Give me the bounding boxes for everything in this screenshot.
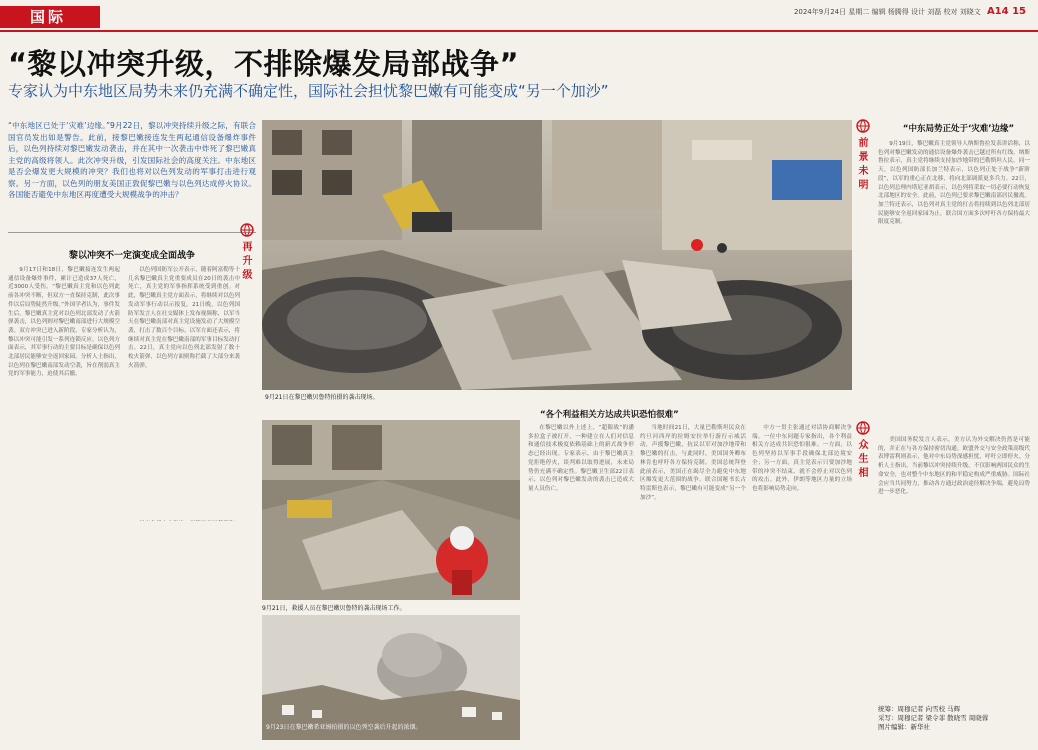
side-label-char: 相	[858, 468, 869, 479]
globe-icon	[240, 223, 254, 237]
paragraph: 美国国务院发言人表示，美方认为外交解决仍然是可能的，并正在与各方保持密切沟通。欧盟外交与安全政策高级代表博雷利则表示，他对中东局势深感担忧，呼吁立即停火。分析人士指出，当前黎以冲突持续升级，不仅影响两国民众的生命安全，也对整个中东地区的和平稳定构成严重威胁。国际社会应当共同努力，推动各方通过政治途径解决争端，避免局势进一步恶化。	[878, 437, 1030, 496]
subhead: 专家认为中东地区局势未来仍充满不确定性，国际社会担忧黎巴嫩有可能变成“另一个加沙”	[8, 82, 609, 100]
article-column	[128, 266, 240, 744]
header-date-editors: 2024年9月24日 星期二 编辑 杨腾得 设计 刘磊 校对 刘晓文	[793, 8, 981, 16]
divider	[8, 232, 256, 233]
main-photo	[262, 120, 852, 390]
side-label-char: 景	[858, 152, 869, 163]
side-label-char: 未	[858, 166, 869, 177]
editor-line: 图片编辑：新华社	[878, 723, 930, 731]
pullquote: “各个利益相关方达成共识恐怕很难”	[540, 410, 679, 420]
side-label-char: 众	[858, 440, 869, 451]
paragraph	[128, 520, 240, 521]
paragraph: 以色列国防军公开表示，随着阿富勒等十几名黎巴嫩真主党重要成员在20日的袭击中死亡，真主党的军事指挥系统受到重创。对此，黎巴嫩真主党方面表示，将继续对以色列发动军事行动以示报复。21日晚，以色列国防军发言人在社交媒体上发布视频称，以军当天在黎巴嫩南部对真主党设施发动了大规模空袭，打击了数百个目标。以军方面还表示，将继续对真主党在黎巴嫩南部的军事目标发动打击。22日，真主党向以色列北部发射了数十枚火箭弹，以色列方面则称拦截了大部分来袭火箭弹。	[128, 267, 240, 369]
article-column	[640, 424, 746, 744]
photo-caption-3: 9月23日在黎巴嫩希亚姆拍摄的以色列空袭后升起的浓烟。	[266, 724, 422, 731]
side-label-char: 升	[242, 256, 253, 267]
header-info	[794, 6, 1026, 17]
paragraph: 当地时间21日，大量巴勒斯坦民众在约旦河西岸的拉姆安拉举行游行示威活动，声援黎巴嫩，抗议以军对加沙地带和黎巴嫩的打击。与此同时，美国国务卿布林肯也呼吁各方保持克制。美国总统拜登此前表示，美国正在竭尽全力避免中东地区爆发更大范围的战争。联合国秘书长古特雷斯也表示，黎巴嫩有可能变成“另一个加沙”。	[640, 425, 746, 501]
side-label-char: 再	[242, 242, 253, 253]
editor-credits	[878, 705, 1033, 732]
article-column	[528, 424, 634, 744]
right-column-text	[878, 140, 1030, 430]
top-rule	[0, 30, 1038, 32]
article-column	[752, 424, 852, 744]
paragraph: 9月19日，黎巴嫩真主党领导人纳斯鲁拉发表讲话称，以色列对黎巴嫩发动的通信设备爆炸袭击已越过所有红线。纳斯鲁拉表示，真主党将继续支持加沙地带的巴勒斯坦人民。同一天，以色列国防部长加兰特表示，以色列正处于战争“新阶段”，以军的重心正在北移，将向北部调派更多兵力。22日，以色列总理内塔尼亚胡表示，以色列将采取一切必要行动恢复北部地区的安全。此前，以色列已要求黎巴嫩南部居民撤离。加兰特还表示，以色列对真主党的打击将持续到以色列北部居民能够安全返回家园为止。联合国方面多次呼吁各方保持最大限度克制。	[878, 141, 1030, 226]
page-number: A14 15	[986, 6, 1026, 17]
side-label-char: 生	[858, 454, 869, 465]
editor-line: 采写：周穆记者 梁令菲 散晓雪 周晓蓉	[878, 714, 989, 722]
photo-caption-2: 9月21日，救援人员在黎巴嫩贝鲁特的袭击现场工作。	[262, 605, 406, 612]
rescue-photo	[262, 420, 520, 600]
rubble-scene-image	[262, 120, 852, 390]
photo-caption-1: 9月21日在黎巴嫩贝鲁特拍摄的袭击现场。	[265, 394, 379, 401]
globe-icon	[856, 119, 870, 133]
side-label-right-top	[856, 118, 871, 193]
lead-paragraph: “中东地区已处于‘灾难’边缘。”9月22日，黎以冲突持续升级之际，有联合国官员发出如是警告。此前，接黎巴嫩接连发生两起通信设备爆炸事件后，以色列持续对黎巴嫩发动袭击，并在其中一次袭击中炸死了黎巴嫩真主党的高级将领人。此次冲突升级，引发国际社会的高度关注。中东地区是否会爆发更大规模的冲突？我们也将对以色列发动的军事打击进行观察。另一方面，以色列的朋友美国正敦促黎巴嫩与以色列达成停火协议。各国能否避免中东地区再度遭受大规模战争的冲击？	[8, 121, 256, 199]
side-label-right-bottom	[856, 420, 871, 481]
paragraph: 中方一贯主张通过对话协商解决争端。一位中东问题专家指出，各个利益相关方达成共识恐怕很难。一方面，以色列坚持以军事手段确保北部边境安全；另一方面，真主党表示只要加沙地带的冲突不结束，就不会停止对以色列的攻击。此外，伊朗等地区力量的立场也将影响局势走向。	[752, 425, 852, 492]
rescue-scene-image	[262, 420, 520, 600]
spacer	[128, 520, 240, 521]
article-column	[8, 266, 120, 744]
headline: “黎以冲突升级，不排除爆发局部战争”	[8, 47, 520, 81]
globe-icon	[856, 421, 870, 435]
editor-line: 统筹：周穆记者 向雪校 马辉	[878, 705, 961, 713]
side-label-left	[240, 222, 255, 283]
side-label-char: 前	[858, 138, 869, 149]
section-title-1: 黎以冲突不一定演变成全面战争	[68, 251, 195, 261]
paragraph: 9月17日和18日，黎巴嫩接连发生两起通信设备爆炸事件，累计已造成37人死亡，近3000人受伤。“黎巴嫩真主党和以色列此前各冲突不断，但双方一直保持克制，此次事件以后局势陡然升级。”外国学者认为，事件发生后，黎巴嫩真主党对以色列北部发动了火箭弹袭击，以色列则对黎巴嫩南部进行大规模空袭。双方冲突已进入新阶段。专家分析认为，黎以冲突可能引发一系列连锁反应。以色列方面表示，其军事行动的主要目标是确保以色列北部居民能够安全返回家园。分析人士指出，以色列在黎巴嫩南部发动空袭，旨在削弱真主党的军事能力，迫使其后撤。	[8, 267, 120, 378]
side-label-char: 级	[242, 270, 253, 281]
section-tag: 国际	[0, 6, 100, 28]
paragraph: 在黎巴嫩以外上述上，“超限战”的潘多拉盒子被打开，一种建立在人们对信息和通信技术极度依赖基础上的新式战争形态已经出现。专家表示，由于黎巴嫩真主党拒绝停火，谈判难以取得进展，未来局势仍充满不确定性。黎巴嫩卫生部22日表示，以色列对黎巴嫩发动的袭击已造成大量人员伤亡。	[528, 425, 634, 492]
right-column-text	[878, 436, 1030, 691]
right-column-title: “中东局势正处于‘灾难’边缘”	[902, 124, 1015, 134]
side-label-char: 明	[858, 180, 869, 191]
